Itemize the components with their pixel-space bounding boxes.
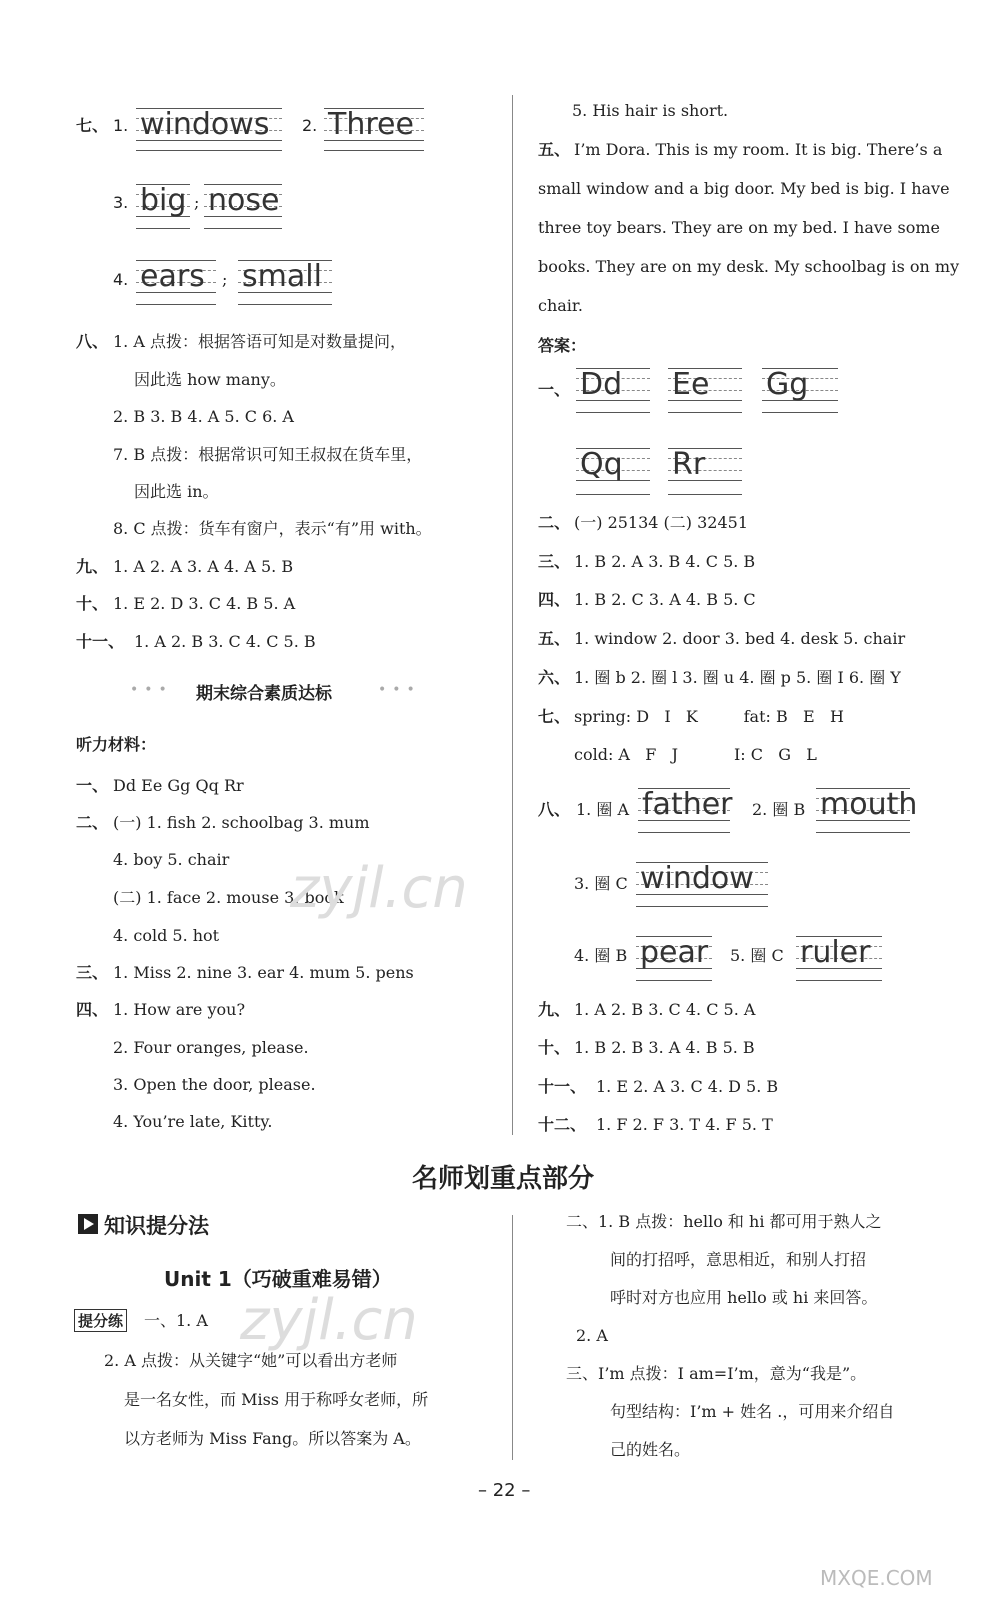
answer-line: 句型结构：I’m + 姓名 .，可用来介绍自: [610, 1402, 895, 1421]
handwriting-box: [238, 260, 332, 294]
blank-line: [576, 494, 650, 496]
answer-11-number: 十一、: [538, 1077, 587, 1096]
handwriting-box: [136, 108, 282, 142]
answer-12-number: 十二、: [538, 1115, 587, 1134]
listening-1-number: 一、: [76, 776, 109, 795]
handwritten-word: ears: [140, 259, 205, 294]
separator: ;: [194, 193, 200, 212]
answer-line: 间的打招呼，意思相近，和别人打招: [610, 1250, 867, 1269]
item-1-label: 1.: [113, 116, 129, 135]
answer-3-number: 三、: [538, 552, 571, 571]
blank-line: [636, 980, 712, 982]
answer-line: 三、I’m 点拨：I am=I’m，意为“我是”。: [566, 1364, 867, 1383]
answer-line: 1. B 2. C 3. A 4. B 5. C: [574, 590, 756, 609]
handwriting-box: [668, 448, 742, 482]
item-2-label: 2.: [302, 116, 318, 135]
item-4-label: 4.: [113, 270, 129, 289]
answer-line: 1. E 2. A 3. C 4. D 5. B: [596, 1077, 779, 1096]
section-11-number: 十一、: [76, 632, 125, 651]
answer-line: 以方老师为 Miss Fang。所以答案为 A。: [124, 1429, 421, 1448]
blank-line: [136, 150, 282, 152]
listening-line: (二) 1. face 2. mouse 3. book: [113, 888, 344, 907]
section-9-number: 九、: [76, 557, 109, 576]
listening-4-number: 四、: [76, 1000, 109, 1019]
answer-8-number: 八、: [538, 800, 571, 819]
answer-line: 因此选 in。: [134, 482, 219, 501]
section-7-number: 七、: [76, 116, 109, 135]
section-8-number: 八、: [76, 332, 109, 351]
blank-line: [204, 228, 282, 230]
handwritten-word: window: [640, 861, 754, 896]
answer-line: spring: D I K fat: B E H: [574, 707, 844, 726]
blank-line: [136, 228, 190, 230]
listening-line: 3. Open the door, please.: [113, 1075, 316, 1094]
circle-answer: 5. 圈 C: [730, 946, 784, 965]
text-line: 5. His hair is short.: [572, 101, 729, 120]
answer-line: 是一名女性，而 Miss 用于称呼女老师，所: [124, 1390, 429, 1409]
answer-line: 己的姓名。: [610, 1440, 691, 1459]
separator: ;: [222, 270, 228, 289]
handwriting-box: [636, 862, 768, 896]
answer-6-number: 六、: [538, 668, 571, 687]
item-3-label: 3.: [113, 193, 129, 212]
answer-line: 2. B 3. B 4. A 5. C 6. A: [113, 407, 294, 426]
listening-line: 4. boy 5. chair: [113, 850, 230, 869]
handwritten-letters: Ee: [672, 367, 710, 402]
listening-2-number: 二、: [76, 813, 109, 832]
page-number: – 22 –: [478, 1480, 531, 1501]
handwritten-word: father: [642, 787, 733, 822]
listening-line: 4. cold 5. hot: [113, 926, 220, 945]
blank-line: [668, 412, 742, 414]
answer-4-number: 四、: [538, 590, 571, 609]
play-icon: [78, 1214, 98, 1234]
circle-answer: 1. 圈 A: [576, 800, 629, 819]
decorative-dots: •••: [130, 682, 173, 698]
handwriting-box: [796, 936, 882, 970]
handwriting-box: [136, 184, 190, 218]
circle-answer: 2. 圈 B: [752, 800, 806, 819]
handwriting-box: [324, 108, 424, 142]
watermark: zyjl.cn: [240, 1288, 418, 1353]
blank-line: [796, 980, 882, 982]
handwritten-word: ruler: [800, 935, 871, 970]
listening-label: 听力材料：: [76, 735, 157, 754]
answer-line: 7. B 点拨：根据常识可知王叔叔在货车里，: [113, 445, 423, 464]
passage-line: I’m Dora. This is my room. It is big. There’s a: [574, 140, 943, 159]
handwritten-letters: Dd: [580, 367, 623, 402]
blank-line: [576, 412, 650, 414]
handwritten-word: windows: [140, 107, 270, 142]
listening-line: (一) 1. fish 2. schoolbag 3. mum: [113, 813, 370, 832]
answer-line: 1. B 2. B 3. A 4. B 5. B: [574, 1038, 755, 1057]
answer-line: 2. A 点拨：从关键字“她”可以看出方老师: [104, 1351, 398, 1370]
blank-line: [762, 412, 838, 414]
passage-line: three toy bears. They are on my bed. I have some: [538, 218, 940, 237]
answer-line: 1. A 2. A 3. A 4. A 5. B: [113, 557, 294, 576]
unit-title: Unit 1（巧破重难易错）: [164, 1267, 392, 1291]
answer-2-number: 二、: [538, 513, 571, 532]
passage-line: small window and a big door. My bed is big. I have: [538, 179, 950, 198]
handwriting-box: [816, 787, 918, 822]
listening-line: Dd Ee Gg Qq Rr: [113, 776, 244, 795]
handwritten-word: Three: [328, 107, 414, 142]
blank-line: [324, 150, 424, 152]
handwriting-box: [636, 936, 712, 970]
answer-line: 二、1. B 点拨：hello 和 hi 都可用于熟人之: [566, 1212, 882, 1231]
section-title: 期末综合素质达标: [196, 684, 332, 704]
answer-line: 1. E 2. D 3. C 4. B 5. A: [113, 594, 296, 613]
answer-line: 1. window 2. door 3. bed 4. desk 5. chair: [574, 629, 906, 648]
answer-10-number: 十、: [538, 1038, 571, 1057]
answer-line: 1. A 点拨：根据答语可知是对数量提问，: [113, 332, 406, 351]
answer-7-number: 七、: [538, 707, 571, 726]
answer-line: 因此选 how many。: [134, 370, 286, 389]
answer-line: 呼时对方也应用 hello 或 hi 来回答。: [610, 1288, 878, 1307]
answer-line: 2. A: [576, 1326, 608, 1345]
practice-tag: 提分练: [74, 1309, 127, 1332]
handwritten-letters: Qq: [580, 447, 623, 482]
answer-9-number: 九、: [538, 1000, 571, 1019]
handwriting-box: [576, 448, 650, 482]
answers-label: 答案：: [538, 336, 587, 355]
blank-line: [668, 494, 742, 496]
answer-line: 1. A 2. B 3. C 4. C 5. B: [134, 632, 316, 651]
handwriting-box: [204, 184, 282, 218]
section-label: 知识提分法: [104, 1214, 209, 1238]
blank-line: [816, 832, 910, 834]
answer-line: 8. C 点拨：货车有窗户，表示“有”用 with。: [113, 519, 432, 538]
decorative-dots: •••: [378, 682, 421, 698]
handwritten-word: big: [140, 183, 187, 218]
handwritten-word: small: [242, 259, 322, 294]
big-section-title: 名师划重点部分: [412, 1164, 595, 1194]
answer-line: 1. 圈 b 2. 圈 l 3. 圈 u 4. 圈 p 5. 圈 I 6. 圈 Y: [574, 668, 901, 687]
listening-line: 1. Miss 2. nine 3. ear 4. mum 5. pens: [113, 963, 414, 982]
answer-line: 1. A 2. B 3. C 4. C 5. A: [574, 1000, 756, 1019]
answer-line: cold: A F J I: C G L: [574, 745, 817, 764]
listening-line: 4. You’re late, Kitty.: [113, 1112, 273, 1131]
passage-line: chair.: [538, 296, 583, 315]
blank-line: [238, 304, 332, 306]
handwriting-box: [668, 368, 742, 402]
handwritten-letters: Rr: [672, 447, 706, 482]
blank-line: [136, 304, 216, 306]
handwriting-box: [576, 368, 650, 402]
answer-line: 一、1. A: [144, 1311, 208, 1330]
watermark: zyjl.cn: [290, 856, 468, 921]
handwritten-word: pear: [640, 935, 709, 970]
passage-line: books. They are on my desk. My schoolbag is on my: [538, 257, 960, 276]
handwriting-box: [638, 787, 733, 822]
answer-line: (一) 25134 (二) 32451: [574, 513, 749, 532]
listening-line: 1. How are you?: [113, 1000, 246, 1019]
corner-watermark: MXQE.COM: [820, 1566, 933, 1590]
answer-line: 1. B 2. A 3. B 4. C 5. B: [574, 552, 756, 571]
handwritten-word: mouth: [820, 787, 918, 822]
section-5-number: 五、: [538, 140, 571, 159]
answer-5-number: 五、: [538, 629, 571, 648]
handwritten-letters: Gg: [766, 367, 809, 402]
answer-line: 1. F 2. F 3. T 4. F 5. T: [596, 1115, 773, 1134]
blank-line: [636, 906, 768, 908]
section-10-number: 十、: [76, 594, 109, 613]
column-divider: [512, 95, 513, 1135]
handwriting-box: [136, 260, 216, 294]
circle-answer: 3. 圈 C: [574, 874, 628, 893]
handwritten-word: nose: [208, 183, 280, 218]
listening-line: 2. Four oranges, please.: [113, 1038, 309, 1057]
listening-3-number: 三、: [76, 963, 109, 982]
blank-line: [638, 832, 730, 834]
answer-1-number: 一、: [538, 380, 571, 399]
circle-answer: 4. 圈 B: [574, 946, 628, 965]
handwriting-box: [762, 368, 838, 402]
column-divider-bottom: [512, 1215, 513, 1460]
